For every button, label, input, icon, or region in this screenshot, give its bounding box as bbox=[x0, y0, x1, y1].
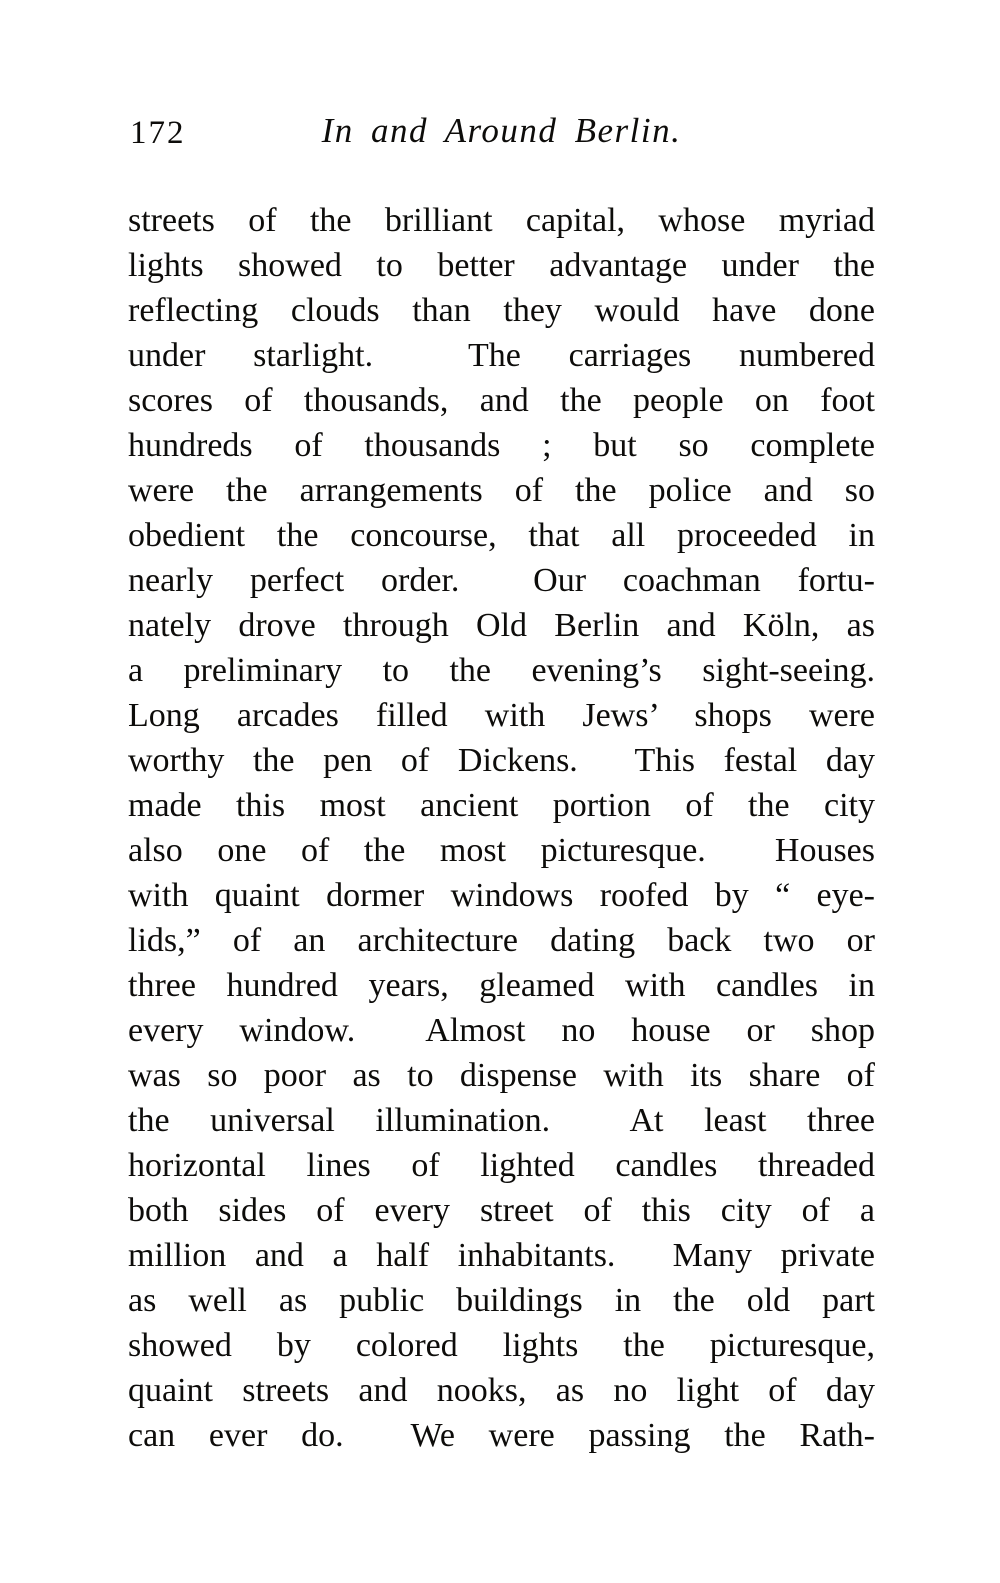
text-line: Long arcades filled with Jews’ shops were bbox=[128, 697, 875, 734]
text-line: with quaint dormer windows roofed by “ eye- bbox=[128, 877, 875, 914]
text-line: horizontal lines of lighted candles threaded bbox=[128, 1147, 875, 1184]
text-line: scores of thousands, and the people on foot bbox=[128, 382, 875, 419]
text-line: three hundred years, gleamed with candles in bbox=[128, 967, 875, 1004]
text-line: made this most ancient portion of the city bbox=[128, 787, 875, 824]
text-line: showed by colored lights the picturesque, bbox=[128, 1327, 875, 1364]
text-line: can ever do. We were passing the Rath- bbox=[128, 1417, 875, 1454]
text-line: nately drove through Old Berlin and Köln, as bbox=[128, 607, 875, 644]
text-line: million and a half inhabitants. Many private bbox=[128, 1237, 875, 1274]
text-line: as well as public buildings in the old part bbox=[128, 1282, 875, 1319]
text-line: streets of the brilliant capital, whose myriad bbox=[128, 202, 875, 239]
text-line: quaint streets and nooks, as no light of day bbox=[128, 1372, 875, 1409]
text-line: reflecting clouds than they would have done bbox=[128, 292, 875, 329]
text-line: nearly perfect order. Our coachman fortu- bbox=[128, 562, 875, 599]
text-line: lids,” of an architecture dating back two or bbox=[128, 922, 875, 959]
text-line: also one of the most picturesque. Houses bbox=[128, 832, 875, 869]
running-title: In and Around Berlin. bbox=[321, 111, 682, 150]
text-line: a preliminary to the evening’s sight-seeing. bbox=[128, 652, 875, 689]
text-line: hundreds of thousands ; but so complete bbox=[128, 427, 875, 464]
text-line: lights showed to better advantage under the bbox=[128, 247, 875, 284]
page-number: 172 bbox=[130, 115, 186, 151]
text-line: under starlight. The carriages numbered bbox=[128, 337, 875, 374]
text-line: both sides of every street of this city of a bbox=[128, 1192, 875, 1229]
text-line: every window. Almost no house or shop bbox=[128, 1012, 875, 1049]
text-line: were the arrangements of the police and so bbox=[128, 472, 875, 509]
text-line: worthy the pen of Dickens. This festal day bbox=[128, 742, 875, 779]
page-header bbox=[128, 109, 875, 155]
text-line: was so poor as to dispense with its share of bbox=[128, 1057, 875, 1094]
text-line: obedient the concourse, that all proceeded in bbox=[128, 517, 875, 554]
body-text bbox=[128, 198, 875, 1458]
text-line: the universal illumination. At least three bbox=[128, 1102, 875, 1139]
